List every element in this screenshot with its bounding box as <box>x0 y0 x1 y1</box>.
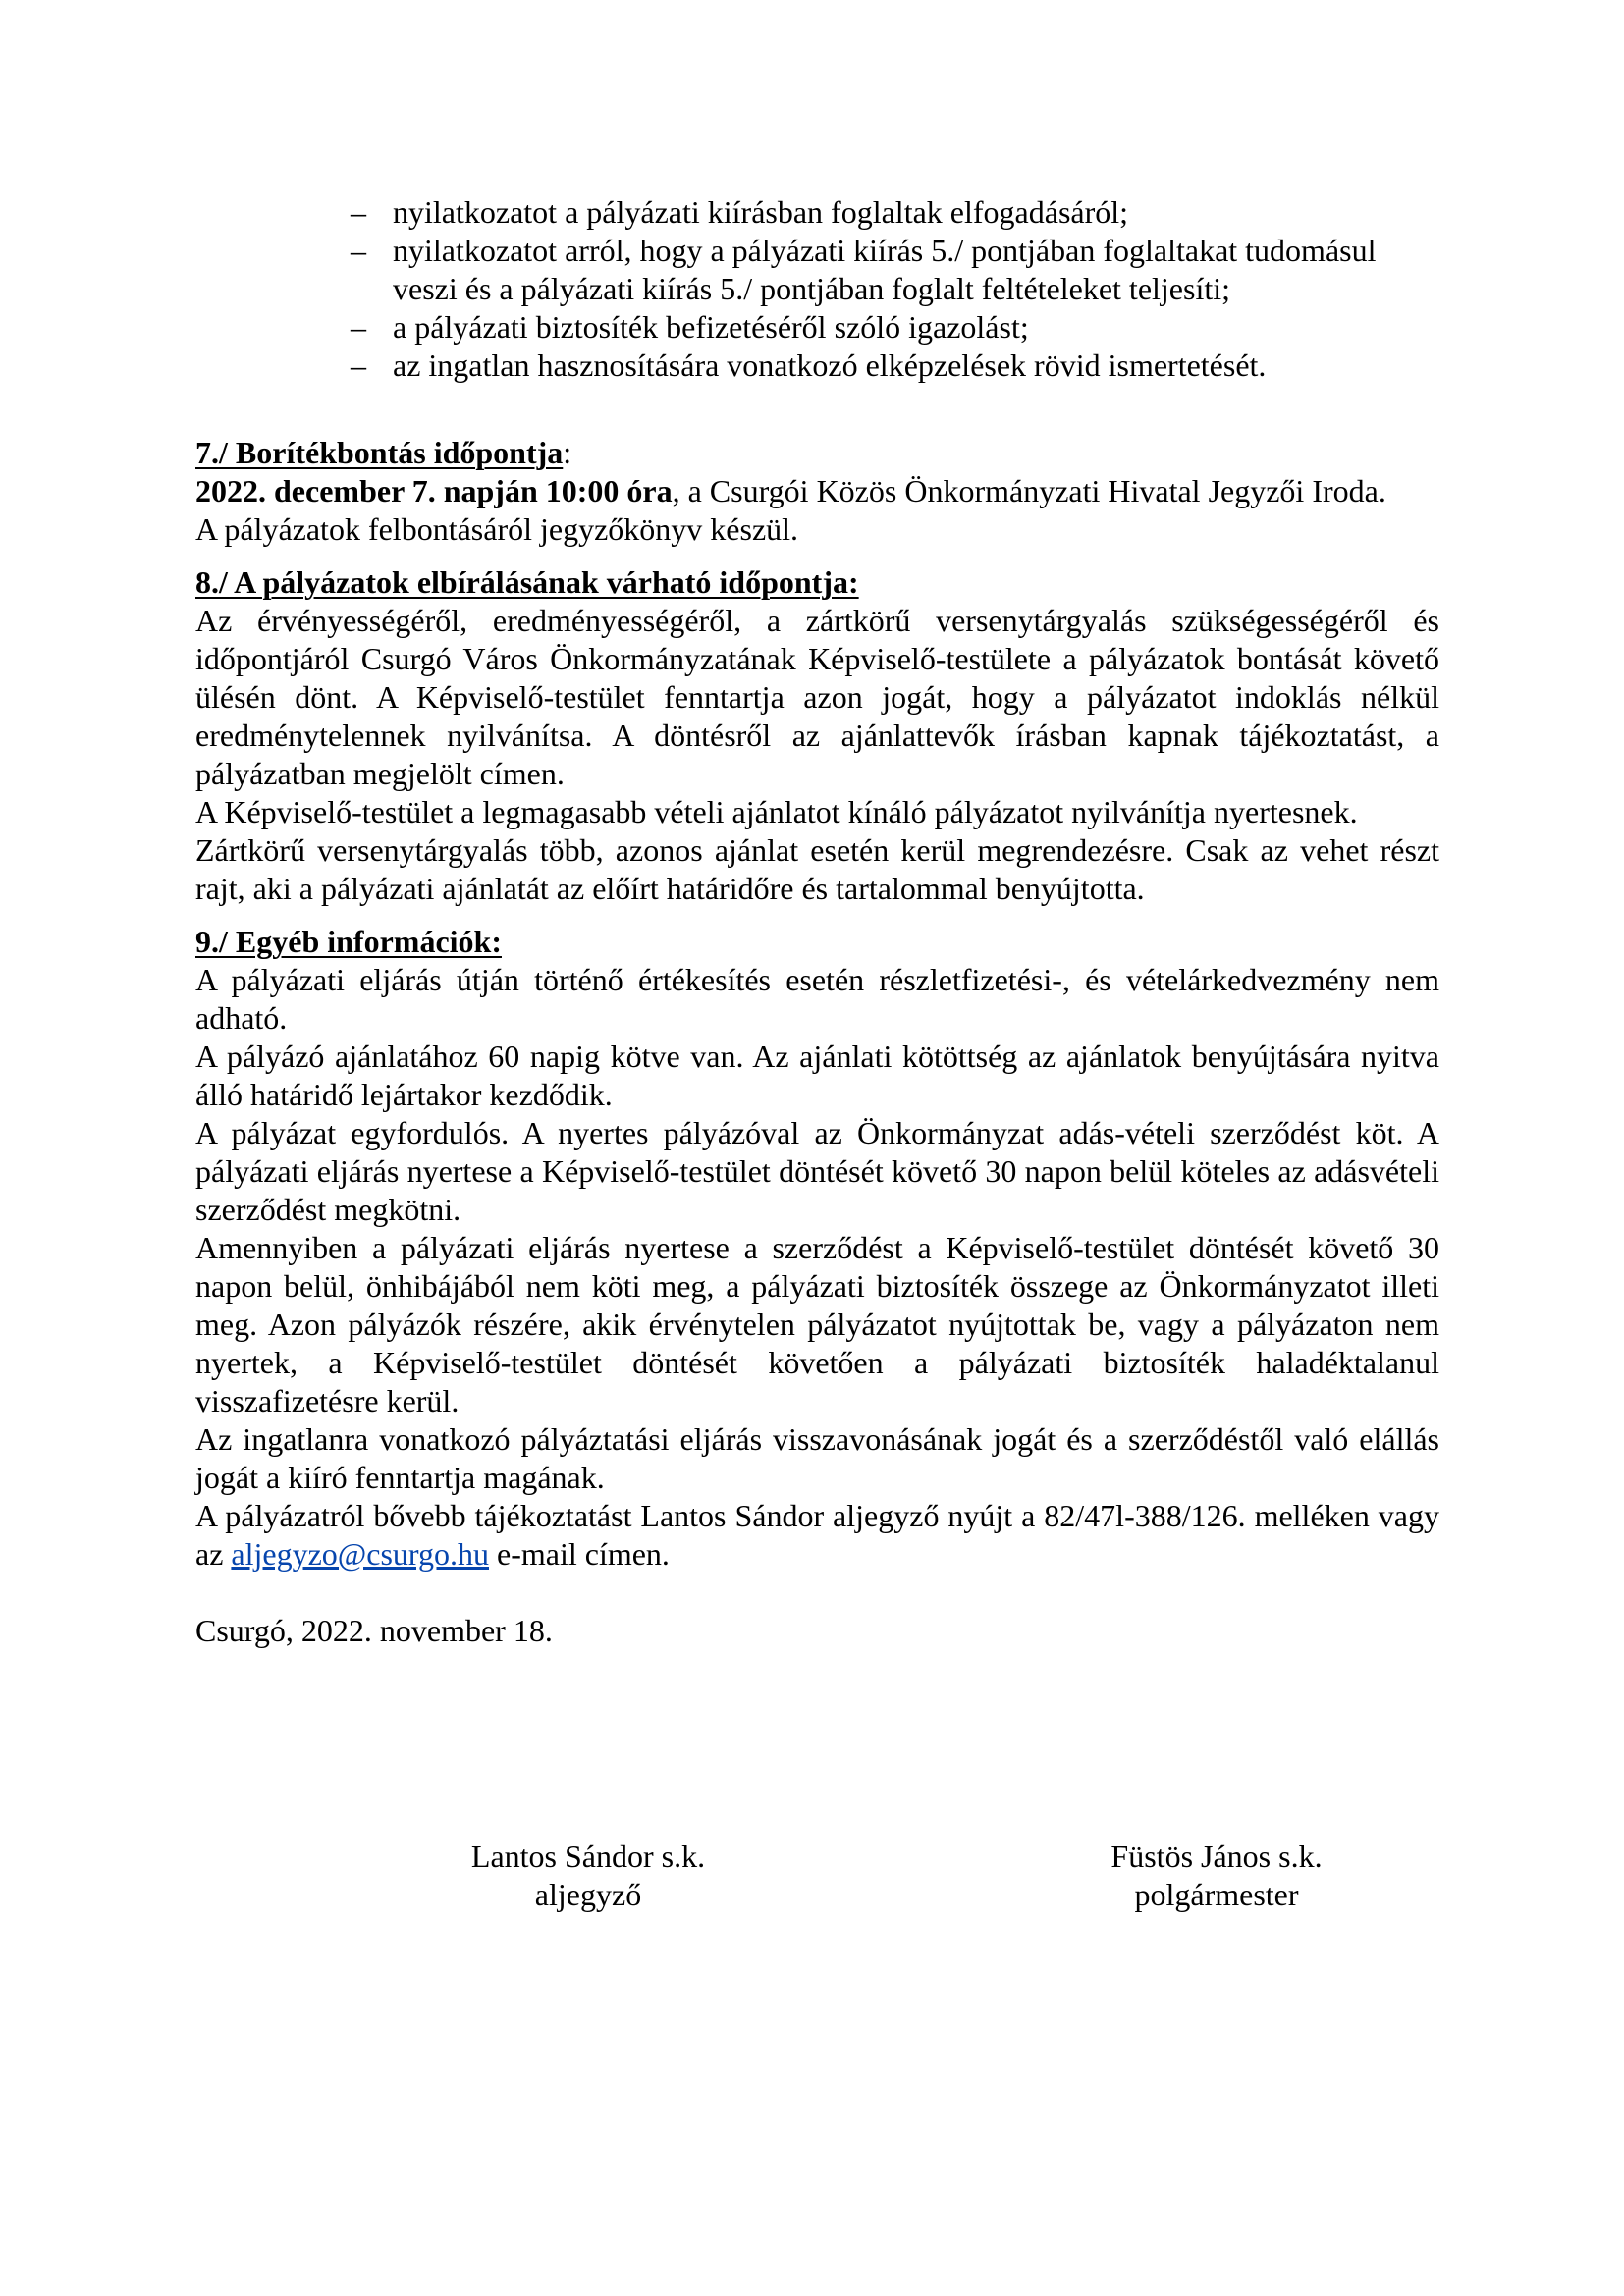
email-link[interactable]: aljegyzo@csurgo.hu <box>231 1536 489 1572</box>
dash-bullet-icon: – <box>351 233 366 268</box>
section-9-paragraph: A pályázat egyfordulós. A nyertes pályázóval az Önkormányzat adás-vételi szerződést köt. A pályázati eljárás nyertese a Képviselő-testület döntését követő 30 napon belül köteles az adásvételi szerződést megkötni. <box>195 1115 1439 1227</box>
signatory-title: polgármester <box>1134 1877 1299 1912</box>
section-8 <box>195 563 1439 908</box>
list-item-text: a pályázati biztosíték befizetéséről szóló igazolást; <box>393 309 1029 345</box>
section-7 <box>195 434 1439 549</box>
list-item <box>195 308 1439 347</box>
list-item-text: nyilatkozatot arról, hogy a pályázati kiírás 5./ pontjában foglaltakat tudomásul veszi és a pályázati kiírás 5./ pontjában foglalt feltételeket teljesíti; <box>393 233 1377 306</box>
dash-bullet-icon: – <box>351 347 366 383</box>
section-7-heading-colon: : <box>563 435 572 470</box>
section-7-heading: 7./ Borítékbontás időpontja <box>195 435 564 470</box>
section-9-paragraph: A pályázati eljárás útján történő értékesítés esetén részletfizetési-, és vételárkedvezmény nem adható. <box>195 962 1439 1036</box>
dash-bullet-icon: – <box>351 194 366 230</box>
list-item-text: nyilatkozatot a pályázati kiírásban foglaltak elfogadásáról; <box>393 194 1129 230</box>
signatory-name: Füstös János s.k. <box>1110 1839 1323 1874</box>
section-9-contact-paragraph <box>195 1497 1439 1574</box>
section-8-paragraph: A Képviselő-testület a legmagasabb vételi ajánlatot kínáló pályázatot nyilvánítja nyertesnek. <box>195 794 1358 829</box>
section-9-paragraph: Az ingatlanra vonatkozó pályáztatási eljárás visszavonásának jogát és a szerződéstől való elállás jogát a kiíró fenntartja magának. <box>195 1421 1439 1495</box>
section-9-paragraph: Amennyiben a pályázati eljárás nyertese a szerződést a Képviselő-testület döntését követő 30 napon belül, önhibájából nem köti meg, a pályázati biztosíték összege az Önkormányzatot illeti meg. Azon pályázók részére, akik érvénytelen pályázatot nyújtottak be, vagy a pályázaton nem nyertek, a Képviselő-testület döntését követően a pályázati biztosíték haladéktalanul visszafizetésre kerül. <box>195 1230 1439 1418</box>
signature-block <box>195 1838 1439 1916</box>
signature-right <box>991 1838 1442 1914</box>
list-item-text: az ingatlan hasznosítására vonatkozó elképzelések rövid ismertetését. <box>393 347 1267 383</box>
document-body <box>195 193 1439 1650</box>
signature-left <box>402 1838 775 1914</box>
requirements-list <box>195 193 1439 385</box>
list-item <box>195 232 1439 308</box>
section-7-date <box>195 472 1439 510</box>
contact-text: A pályázatról bővebb tájékoztatást Lantos Sándor aljegyző nyújt a 82/47l-388/126. melléken vagy az <box>195 1498 1439 1572</box>
signatory-name: Lantos Sándor s.k. <box>470 1839 706 1874</box>
place-and-date: Csurgó, 2022. november 18. <box>195 1613 553 1648</box>
opening-date: 2022. december 7. napján 10:00 óra <box>195 473 673 508</box>
contact-text-end: e-mail címen. <box>489 1536 670 1572</box>
section-9-paragraph: A pályázó ajánlatához 60 napig kötve van. Az ajánlati kötöttség az ajánlatok benyújtására nyitva álló határidő lejártakor kezdődik. <box>195 1039 1439 1112</box>
section-8-heading: 8./ A pályázatok elbírálásának várható időpontja: <box>195 564 859 600</box>
opening-location: , a Csurgói Közös Önkormányzati Hivatal Jegyzői Iroda. <box>672 473 1386 508</box>
dash-bullet-icon: – <box>351 309 366 345</box>
section-7-note: A pályázatok felbontásáról jegyzőkönyv készül. <box>195 511 799 547</box>
section-9 <box>195 923 1439 1574</box>
list-item <box>195 193 1439 232</box>
list-item <box>195 347 1439 385</box>
section-7-heading-line <box>195 434 1439 472</box>
section-8-paragraph: Zártkörű versenytárgyalás több, azonos ajánlat esetén kerül megrendezésre. Csak az vehet részt rajt, aki a pályázati ajánlatát az előírt határidőre és tartalommal benyújtotta. <box>195 832 1439 906</box>
section-9-heading: 9./ Egyéb információk: <box>195 924 502 959</box>
section-8-paragraph: Az érvényességéről, eredményességéről, a zártkörű versenytárgyalás szükségességéről és időpontjáról Csurgó Város Önkormányzatának Képviselő-testülete a pályázatok bontását követő ülésén dönt. A Képviselő-testület fenntartja azon jogát, hogy a pályázatot indoklás nélkül eredménytelennek nyilvánítsa. A döntésről az ajánlattevők írásban kapnak tájékoztatást, a pályázatban megjelölt címen. <box>195 603 1439 791</box>
signatory-title: aljegyző <box>534 1877 642 1912</box>
